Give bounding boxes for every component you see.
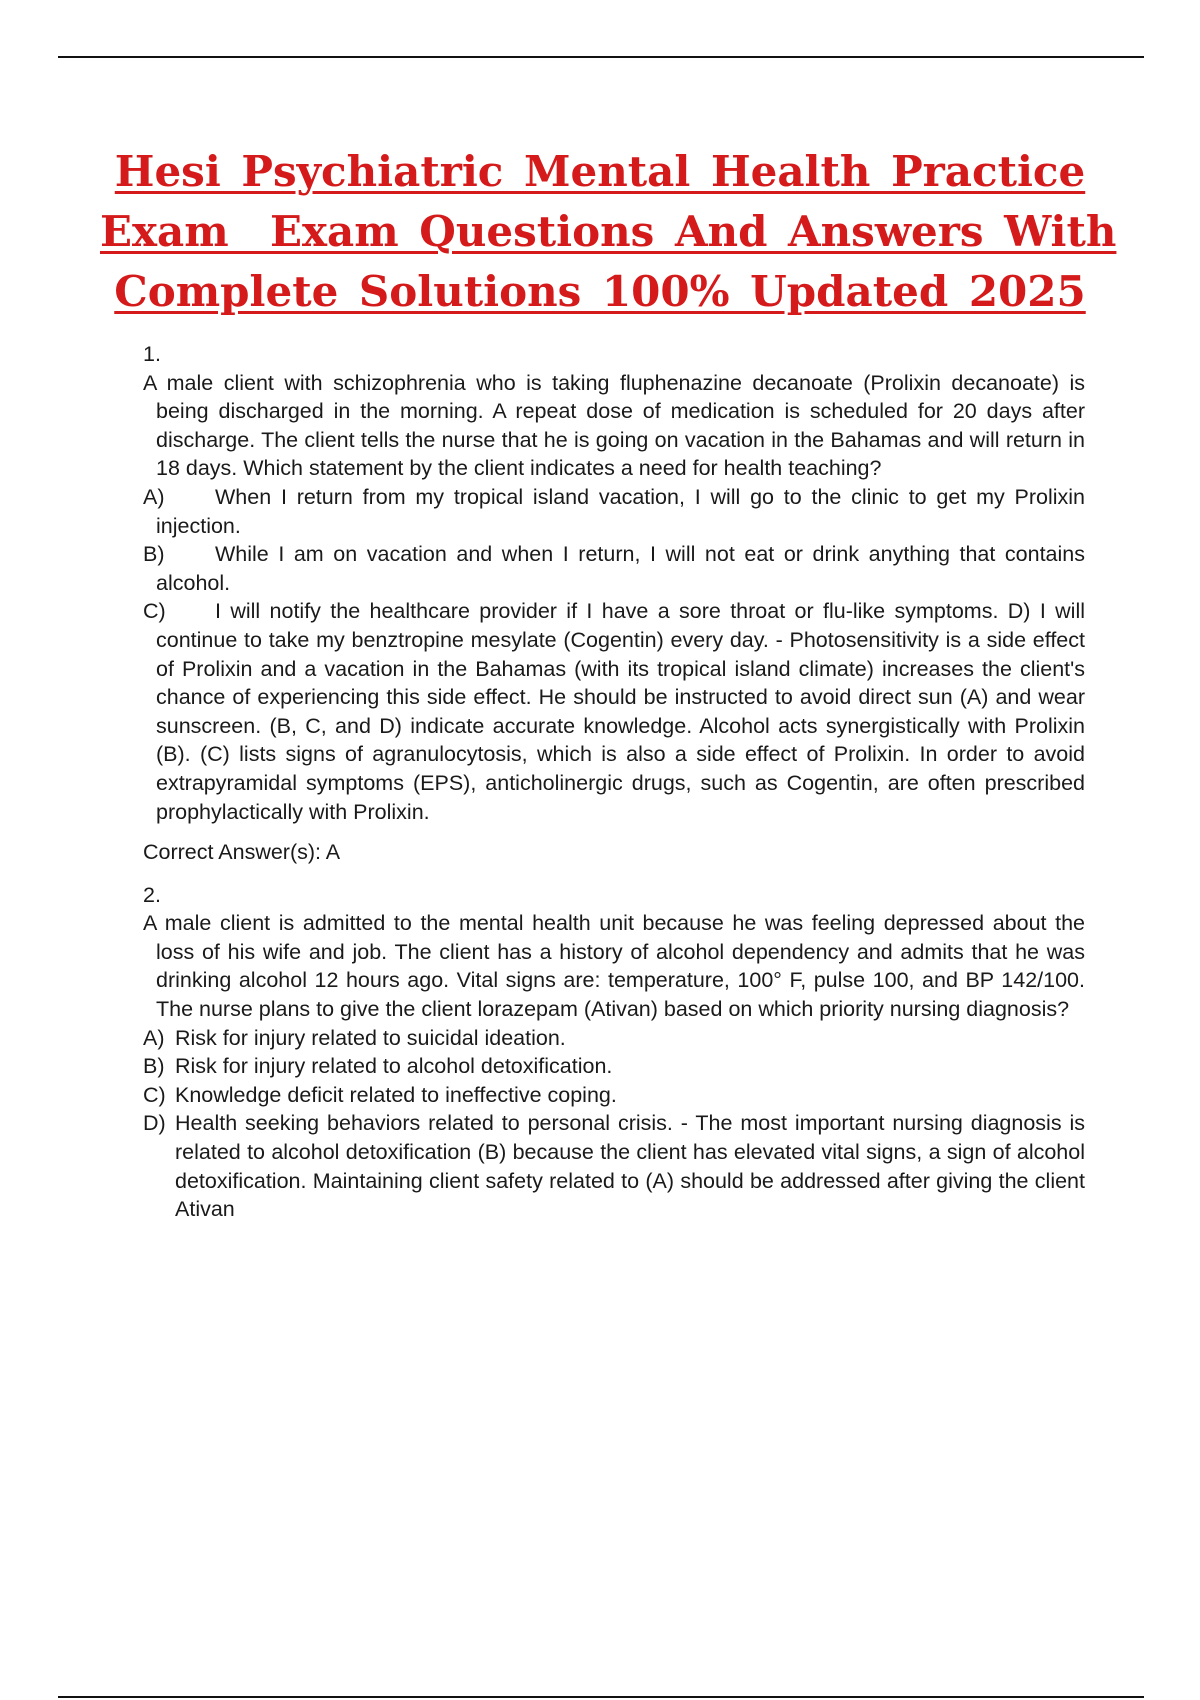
question-1 <box>143 340 1085 867</box>
option-text: Risk for injury related to alcohol detoxification. <box>175 1054 613 1079</box>
top-rule <box>58 56 1144 58</box>
option-d-rationale <box>143 1109 1085 1223</box>
option-text: When I return from my tropical island vacation, I will go to the clinic to get my Prolixin injection. <box>156 484 1085 538</box>
option-letter: B) <box>143 542 165 567</box>
option-b <box>143 540 1085 597</box>
option-letter: D) <box>143 1111 166 1136</box>
option-text: While I am on vacation and when I return, I will not eat or drink anything that contains alcohol. <box>156 542 1085 595</box>
correct-answer: Correct Answer(s): A <box>143 840 341 865</box>
option-letter: A) <box>143 484 165 509</box>
question-2 <box>143 881 1085 1224</box>
option-text: Health seeking behaviors related to personal crisis. - The most important nursing diagnosis is related to alcohol detoxification (B) because the client has elevated vital signs, a sign of alcohol detoxification. Maintaining client safety related to (A) should be addressed after giving the client Ativan <box>175 1111 1085 1222</box>
question-number: 2. <box>143 882 161 907</box>
option-a <box>143 1024 1085 1053</box>
option-letter: B) <box>143 1054 165 1079</box>
document-title <box>100 142 1117 322</box>
title-line-2: Exam Exam Questions And Answers With <box>100 207 1117 256</box>
title-line-3: Complete Solutions 100% Updated 2025 <box>114 267 1086 316</box>
option-text: Knowledge deficit related to ineffective coping. <box>175 1082 617 1107</box>
option-c <box>143 1081 1085 1110</box>
option-letter: A) <box>143 1025 165 1050</box>
question-stem: A male client with schizophrenia who is taking fluphenazine decanoate (Prolixin decanoate) is being discharged in the morning. A repeat dose of medication is scheduled for 20 days after discharge. The client tells the nurse that he is going on vacation in the Bahamas and will return in 18 days. Which statement by the client indicates a need for health teaching? <box>143 370 1085 481</box>
document-body <box>143 340 1085 1224</box>
option-text: I will notify the healthcare provider if I have a sore throat or flu-like symptoms. D) I will continue to take my benztropine mesylate (Cogentin) every day. - Photosensitivity is a side effect of Prolixin and a vacation in the Bahamas (with its tropical island climate) increases the client's chance of experiencing this side effect. He should be instructed to avoid direct sun (A) and wear sunscreen. (B, C, and D) indicate accurate knowledge. Alcohol acts synergistically with Prolixin (B). (C) lists signs of agranulocytosis, which is also a side effect of Prolixin. In order to avoid extrapyramidal symptoms (EPS), anticholinergic drugs, such as Cogentin, are often prescribed prophylactically with Prolixin. <box>156 599 1085 824</box>
option-a <box>143 483 1085 540</box>
question-number: 1. <box>143 342 161 366</box>
title-line-1: Hesi Psychiatric Mental Health Practice <box>114 147 1086 196</box>
question-stem: A male client is admitted to the mental health unit because he was feeling depressed about the loss of his wife and job. The client has a history of alcohol dependency and admits that he was drinking alcohol 12 hours ago. Vital signs are: temperature, 100° F, pulse 100, and BP 142/100. The nurse plans to give the client lorazepam (Ativan) based on which priority nursing diagnosis? <box>143 911 1085 1022</box>
option-b <box>143 1052 1085 1081</box>
option-letter: C) <box>143 1082 166 1107</box>
option-text: Risk for injury related to suicidal ideation. <box>175 1025 566 1050</box>
option-letter: C) <box>143 599 166 624</box>
bottom-rule <box>58 1696 1144 1698</box>
option-c-rationale <box>143 597 1085 826</box>
